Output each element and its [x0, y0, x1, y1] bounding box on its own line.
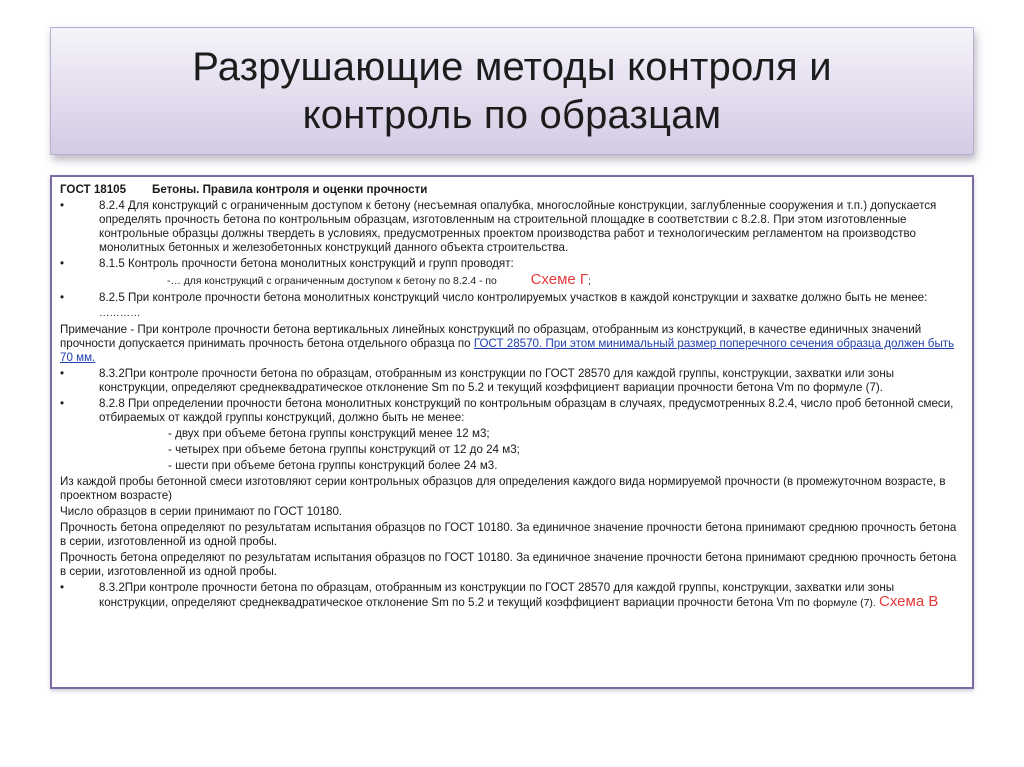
bullet-item-824 — [60, 199, 964, 255]
bullet-text: 8.3.2При контроле прочности бетона по образцам, отобранным из конструкции по ГОСТ 28570 для каждой группы, конструкции, захватки или зоны конструкции, определяют среднеквадратическое отклонение Sm по 5.2 и текущий коэффициент вариации прочности бетона Vm по — [99, 581, 895, 609]
slide-title — [50, 27, 974, 155]
gost-28570-link[interactable]: ГОСТ 28570. При этом минимальный размер поперечного сечения образца должен быть 70 мм. — [60, 337, 955, 364]
bullet-text: 8.2.8 При определении прочности бетона монолитных конструкций по контрольным образцам в случаях, предусмотренных 8.2.4, число проб бетонной смеси, отбираемых от каждой группы конструкций, должно быть не менее: — [99, 397, 954, 424]
paragraph-strength-2: Прочность бетона определяют по результатам испытания образцов по ГОСТ 10180. За единичное значение прочности бетона принимают среднюю прочность бетона в серии, изготовленной из одной пробы. — [60, 551, 957, 578]
note-paragraph — [60, 323, 964, 365]
paragraph-series: Из каждой пробы бетонной смеси изготовляют серии контрольных образцов для определения каждого вида нормируемой прочности (в промежуточном возрасте, в проектном возрасте) — [60, 475, 946, 502]
bullet-dot: • — [60, 397, 65, 410]
bullet-item-825 — [60, 291, 964, 305]
bullet-dot: • — [60, 257, 65, 270]
bullet-dot: • — [60, 367, 65, 380]
paragraph-count: Число образцов в серии принимают по ГОСТ 10180. — [60, 505, 343, 518]
scheme-g-suffix: ; — [588, 276, 591, 287]
formula-ref: формуле (7). — [813, 598, 876, 609]
title-line-1: Разрушающие методы контроля и — [192, 45, 832, 89]
bullet-dot: • — [60, 291, 65, 304]
dash-item: - шести при объеме бетона группы конструкций более 24 м3. — [168, 459, 498, 472]
bullet-item-832-b — [60, 581, 964, 611]
bullet-item-828 — [60, 397, 964, 425]
note-text: Примечание - При контроле прочности бетона вертикальных линейных конструкций по образцам, отобранным из конструкций, в качестве единичных значений прочности допускается принимать прочность бетона отдельного образца по — [60, 323, 922, 350]
scheme-g-prefix: -… для конструкций с ограниченным доступом к бетону по 8.2.4 - по — [167, 276, 497, 287]
scheme-v-label: Схема В — [879, 593, 939, 610]
scheme-g-label: Схеме Г — [530, 271, 589, 288]
bullet-item-832 — [60, 367, 964, 395]
bullet-text: 8.2.4 Для конструкций с ограниченным доступом к бетону (несъемная опалубка, многослойные конструкции, заглубленные сооружения и т.п.) допускается определять прочность бетона по контрольным образцам, изготовленным на строительной площадке в соответствии с 8.2.8. При этом изготовленные контрольные образцы должны твердеть в условиях, предусмотренных проектом производства работ и технологическим регламентом на производство монолитных бетонных и железобетонных конструкций данного объекта строительства. — [99, 199, 937, 254]
bullet-text: 8.1.5 Контроль прочности бетона монолитных конструкций и групп проводят: — [99, 257, 514, 270]
paragraph-strength-1: Прочность бетона определяют по результатам испытания образцов по ГОСТ 10180. За единичное значение прочности бетона принимают среднюю прочность бетона в серии, изготовленной из одной пробы. — [60, 521, 957, 548]
content-panel — [50, 175, 974, 689]
bullet-text: 8.2.5 При контроле прочности бетона монолитных конструкций число контролируемых участков в каждой конструкции и захватке должно быть не менее: — [99, 291, 928, 304]
title-line-2: контроль по образцам — [302, 93, 722, 137]
heading-gost: ГОСТ 18105 — [60, 183, 127, 196]
scheme-g-line — [60, 273, 964, 289]
ellipsis-line: ………… — [99, 308, 141, 319]
bullet-item-815 — [60, 257, 964, 271]
dash-item: - двух при объеме бетона группы конструкций менее 12 м3; — [168, 427, 490, 440]
bullet-dot: • — [60, 581, 65, 594]
dash-item: - четырех при объеме бетона группы конструкций от 12 до 24 м3; — [168, 443, 520, 456]
heading-text: Бетоны. Правила контроля и оценки прочности — [152, 183, 428, 196]
bullet-text: 8.3.2При контроле прочности бетона по образцам, отобранным из конструкции по ГОСТ 28570 для каждой группы, конструкции, захватки или зоны конструкции, определяют среднеквадратическое отклонение Sm по 5.2 и текущий коэффициент вариации прочности бетона Vm по формуле (7). — [99, 367, 895, 394]
bullet-dot: • — [60, 199, 65, 212]
section-heading — [60, 183, 964, 197]
